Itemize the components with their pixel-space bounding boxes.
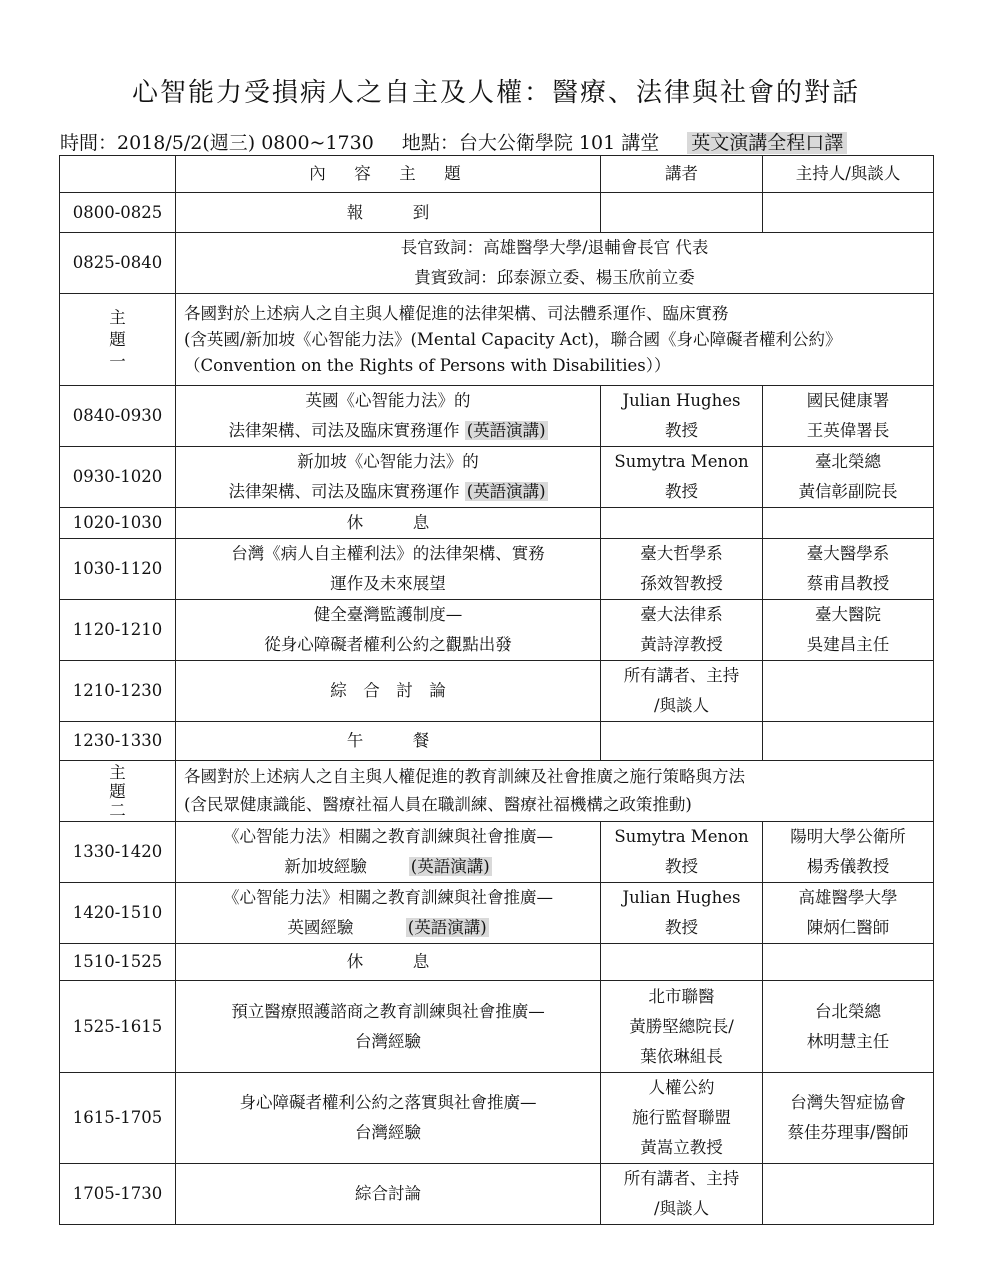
theme-label: 主 題 二 <box>60 761 176 822</box>
topic-cell: 綜合討論 <box>176 1164 601 1225</box>
table-row <box>60 539 934 600</box>
topic-cell: 報 到 <box>176 193 601 233</box>
topic-cell: 預立醫療照護諮商之教育訓練與社會推廣— 台灣經驗 <box>176 981 601 1073</box>
topic-cell: 《心智能力法》相關之教育訓練與社會推廣— 新加坡經驗 (英語演講) <box>176 822 601 883</box>
moderator-cell: 國民健康署 王英偉署長 <box>763 386 934 447</box>
time-cell: 1330-1420 <box>60 822 176 883</box>
time-cell: 0825-0840 <box>60 233 176 294</box>
english-tag: (英語演講) <box>410 857 490 876</box>
moderator-cell: 臺北榮總 黃信彰副院長 <box>763 447 934 508</box>
table-row <box>60 386 934 447</box>
header-topic: 內 容 主 題 <box>176 156 601 193</box>
speaker-cell: 臺大哲學系 孫效智教授 <box>601 539 763 600</box>
time-cell: 1020-1030 <box>60 508 176 539</box>
page-title: 心智能力受損病人之自主及人權：醫療、法律與社會的對話 <box>131 78 860 108</box>
topic-cell: 休 息 <box>176 508 601 539</box>
time-cell: 1120-1210 <box>60 600 176 661</box>
event-info <box>60 128 847 155</box>
table-header-row <box>60 156 934 193</box>
topic-cell: 身心障礙者權利公約之落實與社會推廣— 台灣經驗 <box>176 1073 601 1164</box>
table-row <box>60 722 934 761</box>
event-place: 地點：台大公衛學院 101 講堂 <box>401 132 660 154</box>
topic-cell: 午 餐 <box>176 722 601 761</box>
time-cell: 0800-0825 <box>60 193 176 233</box>
english-tag: (英語演講) <box>466 421 546 440</box>
table-row <box>60 944 934 981</box>
topic-cell: 綜 合 討 論 <box>176 661 601 722</box>
table-row <box>60 447 934 508</box>
time-cell: 1030-1120 <box>60 539 176 600</box>
opening-remarks-cell <box>176 233 934 294</box>
english-tag: (英語演講) <box>407 918 487 937</box>
remarks-line: 貴賓致詞：邱泰源立委、楊玉欣前立委 <box>414 268 695 287</box>
interpretation-note: 英文演講全程口譯 <box>687 132 847 154</box>
theme-row <box>60 294 934 386</box>
table-row <box>60 822 934 883</box>
theme-row <box>60 761 934 822</box>
table-row <box>60 1073 934 1164</box>
table-row <box>60 508 934 539</box>
moderator-cell: 臺大醫院 吳建昌主任 <box>763 600 934 661</box>
english-tag: (英語演講) <box>466 482 546 501</box>
speaker-cell: 所有講者、主持 /與談人 <box>601 1164 763 1225</box>
speaker-cell: 人權公約 施行監督聯盟 黃嵩立教授 <box>601 1073 763 1164</box>
time-cell: 1525-1615 <box>60 981 176 1073</box>
time-cell: 1510-1525 <box>60 944 176 981</box>
speaker-cell: 北市聯醫 黃勝堅總院長/ 葉依琳組長 <box>601 981 763 1073</box>
header-speaker: 講者 <box>601 156 763 193</box>
table-row <box>60 600 934 661</box>
speaker-cell: Julian Hughes 教授 <box>601 386 763 447</box>
header-moderator: 主持人/與談人 <box>763 156 934 193</box>
time-cell: 1420-1510 <box>60 883 176 944</box>
theme-description: 各國對於上述病人之自主與人權促進的教育訓練及社會推廣之施行策略與方法 (含民眾健康識能、醫療社福人員在職訓練、醫療社福機構之政策推動) <box>176 761 934 822</box>
time-cell: 1705-1730 <box>60 1164 176 1225</box>
time-cell: 1210-1230 <box>60 661 176 722</box>
speaker-cell: 所有講者、主持 /與談人 <box>601 661 763 722</box>
table-row <box>60 1164 934 1225</box>
speaker-cell: Sumytra Menon 教授 <box>601 822 763 883</box>
speaker-cell: 臺大法律系 黃詩淳教授 <box>601 600 763 661</box>
topic-cell: 台灣《病人自主權利法》的法律架構、實務 運作及未來展望 <box>176 539 601 600</box>
table-row <box>60 661 934 722</box>
moderator-cell: 台灣失智症協會 蔡佳芬理事/醫師 <box>763 1073 934 1164</box>
event-time: 時間：2018/5/2(週三) 0800~1730 <box>60 132 374 154</box>
topic-cell: 健全臺灣監護制度— 從身心障礙者權利公約之觀點出發 <box>176 600 601 661</box>
topic-cell: 新加坡《心智能力法》的 法律架構、司法及臨床實務運作 (英語演講) <box>176 447 601 508</box>
remarks-line: 長官致詞：高雄醫學大學/退輔會長官 代表 <box>400 238 709 257</box>
schedule-table <box>59 155 934 1225</box>
table-row <box>60 193 934 233</box>
time-cell: 0930-1020 <box>60 447 176 508</box>
speaker-cell: Sumytra Menon 教授 <box>601 447 763 508</box>
moderator-cell: 高雄醫學大學 陳炳仁醫師 <box>763 883 934 944</box>
moderator-cell: 陽明大學公衛所 楊秀儀教授 <box>763 822 934 883</box>
theme-label: 主 題 一 <box>60 294 176 386</box>
topic-cell: 英國《心智能力法》的 法律架構、司法及臨床實務運作 (英語演講) <box>176 386 601 447</box>
moderator-cell: 台北榮總 林明慧主任 <box>763 981 934 1073</box>
theme-description: 各國對於上述病人之自主與人權促進的法律架構、司法體系運作、臨床實務 (含英國/新加坡《心智能力法》(Mental Capacity Act)，聯合國《身心障礙者權利公約》 （Convention on the Rights of Persons with Disabilities）） <box>176 294 934 386</box>
time-cell: 1230-1330 <box>60 722 176 761</box>
table-row <box>60 233 934 294</box>
time-cell: 1615-1705 <box>60 1073 176 1164</box>
topic-cell: 休 息 <box>176 944 601 981</box>
time-cell: 0840-0930 <box>60 386 176 447</box>
topic-cell: 《心智能力法》相關之教育訓練與社會推廣— 英國經驗 (英語演講) <box>176 883 601 944</box>
table-row <box>60 883 934 944</box>
moderator-cell: 臺大醫學系 蔡甫昌教授 <box>763 539 934 600</box>
table-row <box>60 981 934 1073</box>
speaker-cell: Julian Hughes 教授 <box>601 883 763 944</box>
